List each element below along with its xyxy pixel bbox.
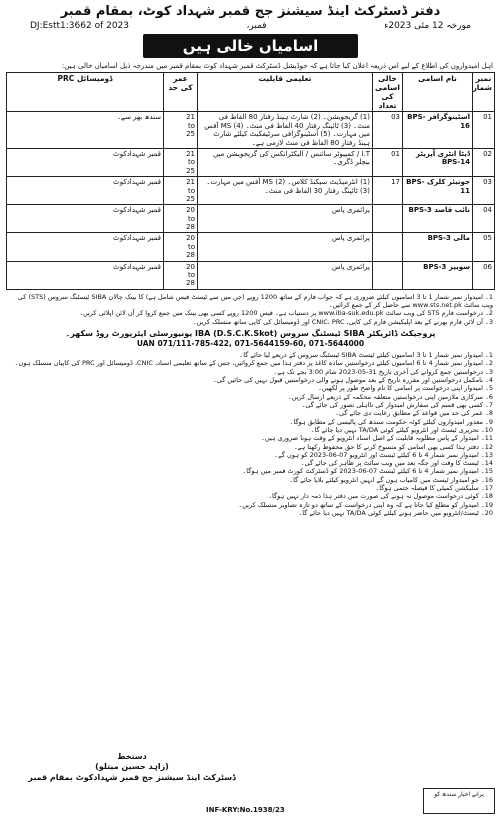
instruction-item: 6۔ سرکاری ملازمین اپنی درخواستیں متعلقہ محکمہ کے ذریعے ارسال کریں۔: [287, 392, 493, 401]
instruction-item: 4۔ نامکمل درخواستیں اور مقررہ تاریخ کے بعد موصول ہونے والی درخواستیں قبول نہیں کی جائیں گی۔: [213, 376, 493, 384]
cell-vacancies: 17: [373, 177, 403, 205]
cell-serial: 05: [473, 233, 495, 261]
uan-numbers: UAN 071/111-785-422, 071-5644159-60, 071-5644000: [136, 339, 365, 349]
cell-vacancies: 01: [373, 148, 403, 176]
instruction-item: 10۔ تحریری ٹیسٹ اور انٹرویو کیلئے کوئی TA/DA نہیں دیا جائے گا۔: [310, 425, 493, 434]
instruction-item: 2۔ درخواست فارم STS کی ویب سائٹ www.iba-suk.edu.pk پر دستیاب ہے۔ فیس 1200 روپے کسی بھی بینک میں جمع کروا کر آن لائن اپلائی کریں۔: [79, 309, 493, 318]
cell-age: 21 to 25: [164, 148, 198, 176]
cell-vacancies: [373, 233, 403, 261]
cell-post: اسٹینوگرافر BPS-16: [403, 112, 473, 149]
cell-domicile: قمبر شہدادکوٹ: [7, 261, 164, 289]
cell-domicile: قمبر شہدادکوٹ: [7, 205, 164, 233]
cell-qualification: پرائمری پاس: [198, 233, 373, 261]
instruction-item: 17۔ سلیکشن کمیٹی کا فیصلہ حتمی ہوگا۔: [375, 484, 493, 493]
instruction-item: 1۔ امیدوار نمبر شمار 1 تا 3 اسامیوں کیلئے ٹیسٹ SIBA ٹیسٹنگ سروس کے ذریعے لیا جائے گا۔: [239, 351, 493, 360]
signature-label: دستخط: [117, 752, 147, 761]
cell-age: 20 to 28: [164, 205, 198, 233]
instruction-item: 3۔ آن لائن فارم بھرنے کے بعد اپلیکیشن فارم کی کاپی، CNIC، PRC اور ڈومیسائل کی کاپی ساتھ منسلک کریں۔: [192, 317, 493, 326]
header-age: عمر کی حد: [164, 73, 198, 112]
cell-qualification: I.T / کمپیوٹر سائنس / الیکٹرانکس کی گریجویشن میں بیچلر ڈگری۔: [198, 148, 373, 176]
corner-box: پرانے اخبار سندھ کو: [423, 788, 495, 814]
instructions-a: [6, 293, 495, 326]
cell-qualification: (1) گریجویشن۔ (2) شارٹ ہینڈ رفتار 80 الفاظ فی منٹ۔ (3) ٹائپنگ رفتار 40 الفاظ فی منٹ۔ (4) MS آفس میں مہارت۔ (5) اسٹینوگرافی سرٹیفکیٹ کیلئے شارٹ ہینڈ رفتار 80 الفاظ فی منٹ لازمی ہے۔: [198, 112, 373, 149]
cell-age: 21 to 25: [164, 112, 198, 149]
cell-serial: 01: [473, 112, 495, 149]
header-domicile: ڈومیسائل PRC: [7, 73, 164, 112]
test-centre: پروجیکٹ ڈائریکٹر SIBA ٹیسٹنگ سروس (D.S.C.K.Skot) IBA یونیورسٹی ایئرپورٹ روڈ سکھر۔: [65, 329, 436, 339]
cell-domicile: قمبر شہدادکوٹ: [7, 148, 164, 176]
cell-vacancies: [373, 261, 403, 289]
cell-qualification: (1) انٹرمیڈیٹ سیکنڈ کلاس۔ (2) MS آفس میں مہارت۔ (3) ٹائپنگ رفتار 30 الفاظ فی منٹ۔: [198, 177, 373, 205]
signature-block: [22, 752, 242, 783]
footer: [6, 752, 495, 814]
cell-qualification: پرائمری پاس: [198, 205, 373, 233]
instruction-item: 16۔ جو امیدوار ٹیسٹ میں کامیاب ہوں گے انہیں انٹرویو کیلئے بلایا جائے گا۔: [289, 475, 493, 484]
instruction-item: 12۔ دفتر ہذا کسی بھی اسامی کو منسوخ کرنے کا حق محفوظ رکھتا ہے۔: [293, 442, 493, 451]
header-post: نام اسامی: [403, 73, 473, 112]
cell-post: ڈیٹا انٹری آپریٹر BPS-14: [403, 148, 473, 176]
table-header-row: [7, 73, 495, 112]
city-text: قمبر،: [246, 21, 267, 31]
instruction-item: 1۔ امیدوار نمبر شمار 1 تا 3 اسامیوں کیلئے ضروری ہے کہ جواب فارم کے ساتھ 1200 روپے (جن میں سے ٹیسٹ فیس شامل ہے) کا بینک چالان SIBA ٹیسٹنگ سروس (STS) کی ویب سائٹ www.sts.net.pk سے حاصل کر کے جمع کرائیں۔: [17, 292, 493, 310]
vacancies-banner: اسامیاں خالی ہیں: [143, 34, 358, 58]
cell-domicile: قمبر شہدادکوٹ: [7, 233, 164, 261]
intro-text: اہل امیدواروں کی اطلاع کے لیے اس ذریعہ اعلان کیا جاتا ہے کہ جوڈیشل ڈسٹرکٹ قمبر شہداد کوٹ بمقام قمبر میں مندرجہ ذیل اسامیاں خالی ہیں:: [61, 62, 493, 70]
cell-post: جونیئر کلرک BPS-11: [403, 177, 473, 205]
date-text: مورخہ 12 مئی 2023ء: [384, 21, 471, 31]
instruction-item: 9۔ معذور امیدواروں کیلئے کوٹہ حکومت سندھ کی پالیسی کے مطابق ہوگا۔: [289, 417, 493, 426]
vacancy-table: [6, 72, 495, 289]
instruction-item: 3۔ درخواستیں جمع کروانے کی آخری تاریخ 31-05-2023 شام 3:00 بجے تک ہے۔: [273, 367, 493, 376]
instruction-item: 11۔ امیدوار کے پاس مطلوبہ قابلیت کے اصل اسناد انٹرویو کے وقت ہونا ضروری ہیں۔: [261, 434, 493, 443]
reference-row: [30, 21, 471, 31]
instruction-item: 7۔ کسی بھی قسم کی سفارش امیدوار کی نااہلی تصور کی جائے گی۔: [301, 400, 493, 409]
instruction-item: 15۔ امیدوار نمبر شمار 4 تا 6 کیلئے ٹیسٹ 07-06-2023 کو ڈسٹرکٹ کورٹ قمبر میں ہوگا۔: [242, 467, 493, 476]
cell-serial: 04: [473, 205, 495, 233]
cell-age: 20 to 28: [164, 233, 198, 261]
cell-age: 21 to 25: [164, 177, 198, 205]
cell-post: سویپر BPS-3: [403, 261, 473, 289]
banner-wrap: [6, 34, 495, 58]
cell-domicile: قمبر شہدادکوٹ: [7, 177, 164, 205]
table-row: [7, 112, 495, 149]
cell-vacancies: 03: [373, 112, 403, 149]
table-row: [7, 233, 495, 261]
cell-post: نائب قاصد BPS-3: [403, 205, 473, 233]
instructions-b: [6, 351, 495, 517]
cell-qualification: پرائمری پاس: [198, 261, 373, 289]
inf-number: INF-KRY:No.1938/23: [206, 806, 285, 814]
table-row: [7, 261, 495, 289]
instruction-item: 20۔ ٹیسٹ/انٹرویو میں حاضر ہونے کیلئے کوئی TA/DA نہیں دیا جائے گا۔: [298, 509, 493, 517]
table-row: [7, 148, 495, 176]
table-row: [7, 205, 495, 233]
table-row: [7, 177, 495, 205]
cell-post: مالی BPS-3: [403, 233, 473, 261]
cell-vacancies: [373, 205, 403, 233]
instruction-item: 14۔ ٹیسٹ کا وقت اور جگہ بعد میں ویب سائٹ پر ظاہر کی جائے گی۔: [300, 459, 493, 468]
instruction-item: 8۔ عمر کی حد میں قواعد کے مطابق رعایت دی جائے گی۔: [335, 409, 493, 418]
header-vacancies: خالی اسامی کی تعداد: [373, 73, 403, 112]
cell-serial: 02: [473, 148, 495, 176]
instruction-item: 5۔ امیدوار اپنی درخواست پر اسامی کا نام واضح طور پر لکھیں۔: [318, 384, 493, 393]
signatory-name: (زاہد حسین میتلو): [95, 762, 169, 772]
instruction-item: 13۔ امیدوار نمبر شمار 4 تا 6 کیلئے ٹیسٹ اور انٹرویو 07-06-2023 کو ہوں گے۔: [274, 450, 493, 459]
header-serial: نمبر شمار: [473, 73, 495, 112]
office-header: دفتر ڈسٹرکٹ اینڈ سیشنز جج قمبر شہداد کوٹ، بمقام قمبر: [60, 4, 441, 19]
header-qualification: تعلیمی قابلیت: [198, 73, 373, 112]
cell-serial: 06: [473, 261, 495, 289]
cell-serial: 03: [473, 177, 495, 205]
instruction-item: 2۔ امیدوار نمبر شمار 4 تا 6 اسامیوں کیلئے درخواستیں سادہ کاغذ پر دفتر ہذا میں جمع کروائیں، جس کے ساتھ تعلیمی اسناد، CNIC، ڈومیسائل اور PRC کی کاپیاں منسلک ہوں۔: [14, 359, 493, 368]
instruction-item: 18۔ کوئی درخواست موصول نہ ہونے کی صورت میں دفتر ہذا ذمہ دار نہیں ہوگا۔: [268, 492, 493, 501]
cell-age: 20 to 28: [164, 261, 198, 289]
cell-domicile: سندھ بھر سے۔: [7, 112, 164, 149]
instruction-item: 19۔ امیدوار کو مطلع کیا جاتا ہے کہ وہ اپنی درخواست کے ساتھ دو تازہ تصاویر منسلک کریں۔: [238, 500, 493, 509]
signatory-title: ڈسٹرکٹ اینڈ سیشنز جج قمبر شہدادکوٹ بمقام قمبر: [28, 772, 236, 782]
reference-number: DJ:Estt1:3662 of 2023: [30, 21, 130, 31]
